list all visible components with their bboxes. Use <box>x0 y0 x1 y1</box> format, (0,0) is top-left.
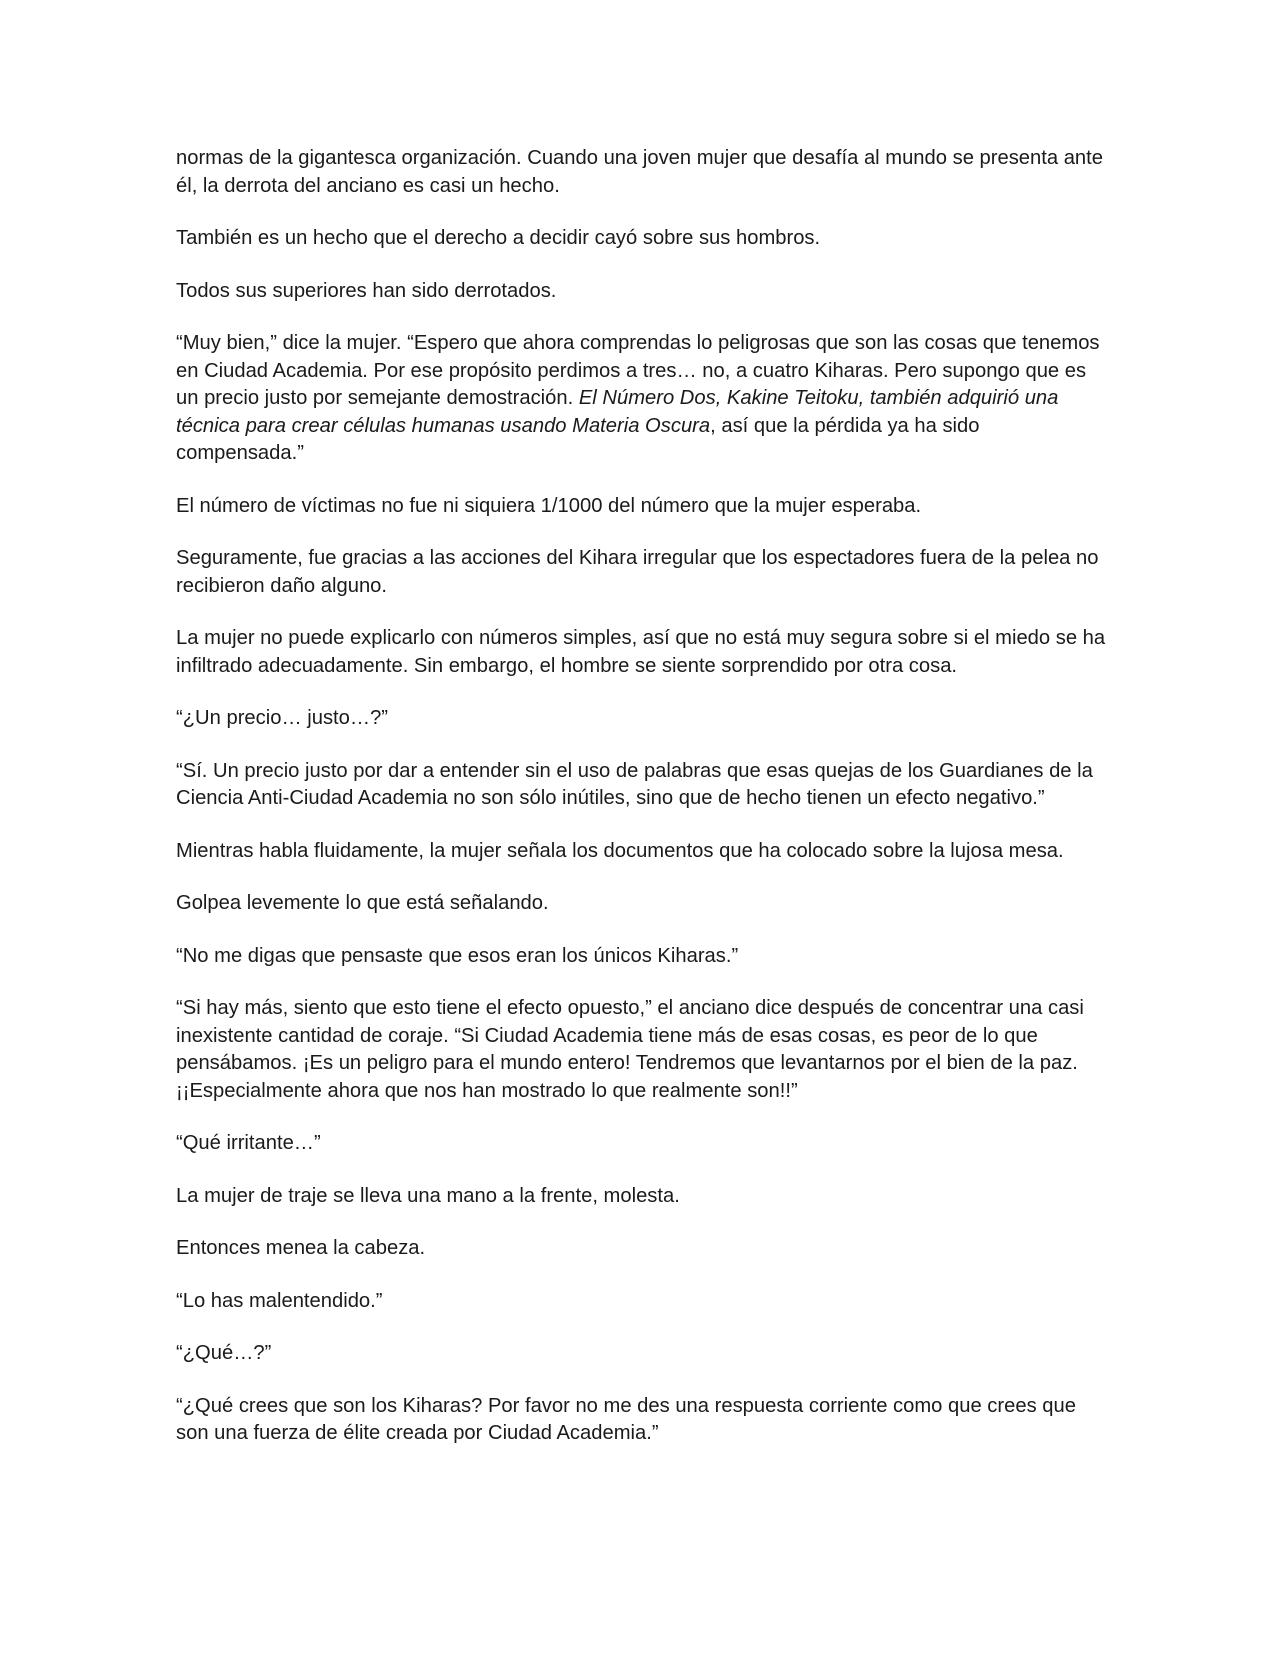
paragraph: “¿Qué…?” <box>176 1342 272 1364</box>
paragraph: Mientras habla fluidamente, la mujer señala los documentos que ha colocado sobre la lujosa mesa. <box>176 839 1064 862</box>
paragraph: “¿Qué crees que son los Kiharas? Por favor no me des una respuesta corriente como que crees que son una fuerza de élite creada por Ciudad Academia.” <box>176 1394 1076 1444</box>
paragraph: “Sí. Un precio justo por dar a entender sin el uso de palabras que esas quejas de los Guardianes de la Ciencia Anti-Ciudad Academia no son sólo inútiles, sino que de hecho tienen un efecto negativo.” <box>176 759 1093 809</box>
paragraph-text: , así que la pérdida ya ha sido compensada.” <box>176 414 980 464</box>
paragraph: “Lo has malentendido.” <box>176 1289 383 1312</box>
paragraph: El número de víctimas no fue ni siquiera 1/1000 del número que la mujer esperaba. <box>176 494 922 517</box>
paragraph: “¿Un precio… justo…?” <box>176 707 389 729</box>
paragraph: Entonces menea la cabeza. <box>176 1237 426 1259</box>
paragraph: También es un hecho que el derecho a decidir cayó sobre sus hombros. <box>176 227 821 249</box>
paragraph: La mujer no puede explicarlo con números simples, así que no está muy segura sobre si el miedo se ha infiltrado adecuadamente. Sin embargo, el hombre se siente sorprendido por otra cosa. <box>176 627 1106 677</box>
paragraph: Todos sus superiores han sido derrotados. <box>176 279 557 302</box>
paragraph: “No me digas que pensaste que esos eran los únicos Kiharas.” <box>176 944 739 967</box>
paragraph: “Si hay más, siento que esto tiene el efecto opuesto,” el anciano dice después de concentrar una casi inexistente cantidad de coraje. “Si Ciudad Academia tiene más de esas cosas, es peor de lo que pensábamos. ¡Es un peligro para el mundo entero! Tendremos que levantarnos por el bien de la paz. ¡¡Especialmente ahora que nos han mostrado lo que realmente son!!” <box>176 997 1084 1102</box>
paragraph: Golpea levemente lo que está señalando. <box>176 892 549 914</box>
paragraph-mixed <box>176 330 1106 468</box>
paragraph: normas de la gigantesca organización. Cuando una joven mujer que desafía al mundo se presenta ante él, la derrota del anciano es casi un hecho. <box>176 147 1103 197</box>
document-body <box>176 145 1106 1448</box>
paragraph: La mujer de traje se lleva una mano a la frente, molesta. <box>176 1184 680 1207</box>
paragraph-text: “Muy bien,” dice la mujer. “Espero que ahora comprendas lo peligrosas que son las cosas que tenemos en Ciudad Academia. Por ese propósito perdimos a tres… no, a cuatro Kiharas. Pero supongo que es un precio justo por semejante demostración. <box>176 332 1100 409</box>
paragraph-italic-text: El Número Dos, Kakine Teitoku, también adquirió una técnica para crear células humanas usando Materia Oscura <box>176 387 1059 437</box>
paragraph: “Qué irritante…” <box>176 1132 321 1154</box>
paragraph: Seguramente, fue gracias a las acciones del Kihara irregular que los espectadores fuera de la pelea no recibieron daño alguno. <box>176 547 1099 597</box>
